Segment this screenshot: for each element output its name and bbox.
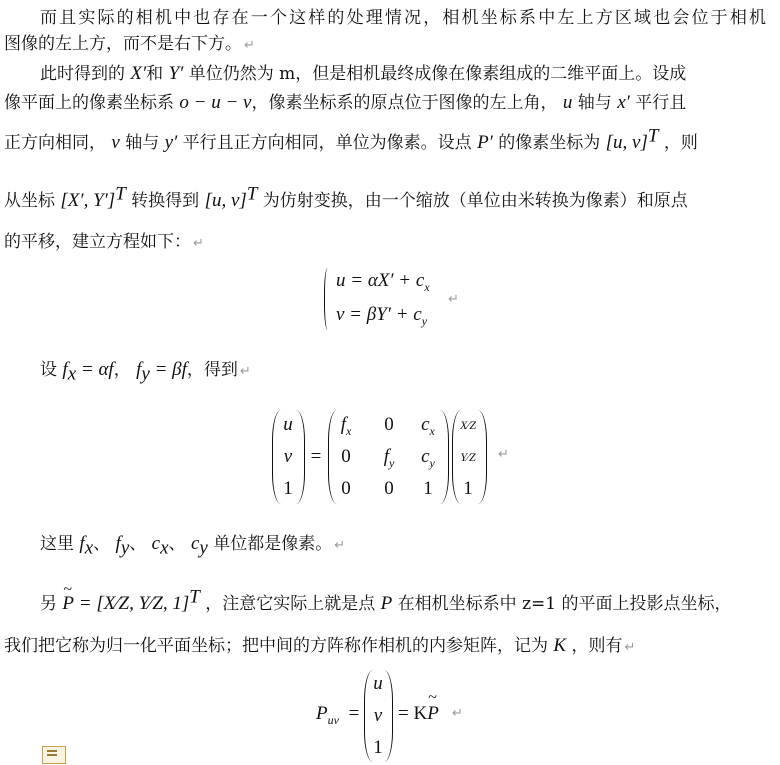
eq1-row1-sub: x: [424, 279, 430, 294]
eq3-rhs-P-tilde: ~ P: [427, 703, 439, 725]
paragraph-mark-icon: ↵: [334, 538, 346, 553]
separator: 、: [129, 534, 147, 554]
text: 此时得到的: [40, 64, 125, 84]
eq1-row2-sub: y: [421, 313, 428, 328]
text: 平行且: [635, 93, 687, 113]
math-y-prime: y′: [164, 132, 178, 153]
math-XY-prime: [X′, Y′]: [60, 190, 116, 211]
math-v: v: [111, 132, 120, 153]
math-uv: [u, v]: [605, 132, 648, 153]
paragraph-mark-icon: ↵: [498, 447, 509, 462]
m22: 1: [423, 478, 433, 499]
m02-text: c: [421, 414, 430, 435]
text: 单位仍然为 m，但是相机最终成像在像素组成的二维平面上。设成: [188, 64, 687, 84]
text: ，则有: [571, 636, 623, 656]
math-normalized-vector: = [X⁄Z, Y⁄Z, 1]: [74, 593, 190, 614]
eq3-rhs-K: = K: [398, 703, 428, 724]
paragraph-mark-icon: ↵: [448, 292, 459, 307]
text: ，得到: [186, 360, 238, 380]
rhs-x-over-z: X⁄Z: [459, 418, 476, 432]
m02-sub: x: [429, 423, 435, 438]
text: 另: [40, 594, 57, 614]
math-X-prime: X′: [130, 63, 147, 84]
text: ，则: [663, 133, 698, 153]
sub-y: y: [141, 363, 150, 385]
text: 我们把它称为归一化平面坐标；把中间的方阵称作相机的内参矩阵，记为: [4, 636, 548, 656]
math-alpha-f: = αf: [76, 359, 114, 380]
para1-line2: [4, 32, 766, 58]
math-P-prime: P′: [477, 132, 493, 153]
math-K: K: [553, 635, 567, 656]
text: 的平移，建立方程如下：: [4, 232, 191, 252]
m00-text: f: [340, 414, 346, 435]
m00-sub: x: [345, 423, 352, 438]
text: 转换得到: [131, 191, 200, 211]
text: ，: [113, 360, 131, 380]
lhs-v: v: [283, 446, 293, 467]
m11: [369, 446, 409, 468]
superscript-T: T: [647, 125, 659, 147]
math-P-tilde: ~ P: [62, 592, 74, 616]
text: 和: [146, 64, 164, 84]
eq3-rhs: [398, 703, 439, 725]
vec-u: u: [373, 673, 383, 694]
m20: 0: [341, 478, 351, 499]
math-f: f: [115, 533, 121, 554]
math-P: P: [380, 593, 393, 614]
m12-sub: y: [429, 455, 435, 470]
m11-text: f: [383, 446, 389, 467]
text: 为仿射变换，由一个缩放（单位由米转换为像素）和原点: [262, 191, 688, 211]
m01: 0: [384, 414, 394, 435]
math-f: f: [136, 359, 142, 380]
para1-line1: [40, 6, 766, 30]
para2-line5: [4, 230, 766, 256]
para1-line1-text: 而且实际的相机中也存在一个这样的处理情况，相机坐标系中左上方区域也会位于相机: [40, 8, 766, 28]
text: 在相机坐标系中 z=1 的平面上投影点坐标，: [397, 594, 732, 614]
superscript-T: T: [115, 183, 126, 205]
equals-sign: =: [348, 703, 360, 724]
rhs-1: 1: [463, 478, 473, 499]
m10: 0: [341, 446, 351, 467]
sub-x: x: [84, 537, 94, 559]
para2-line1: [40, 62, 766, 86]
m11-sub: y: [388, 455, 395, 470]
eq1-row1: [336, 270, 430, 292]
math-f: f: [79, 533, 85, 554]
paragraph-mark-icon: ↵: [244, 38, 255, 53]
m12-text: c: [421, 446, 430, 467]
left-brace: [324, 268, 333, 330]
sub-x: x: [67, 363, 77, 385]
text: 这里: [40, 534, 74, 554]
sub-y: y: [120, 537, 130, 559]
vec-v: v: [373, 705, 383, 726]
text: 设: [40, 360, 57, 380]
para1-line2-text: 图像的左上方，而不是右下方。: [4, 34, 242, 54]
text: 轴与: [125, 133, 160, 153]
para3-line1: [40, 586, 766, 616]
eq3-lhs-sub: uv: [327, 712, 339, 727]
lhs-u: u: [283, 414, 293, 435]
math-beta-f: = βf: [149, 359, 187, 380]
para2-line2: [4, 91, 766, 115]
eq1-row2-text: v = βY′ + c: [336, 304, 422, 325]
m00: [326, 414, 366, 436]
text: ，注意它实际上就是点: [205, 594, 376, 614]
text: 平行且正方向相同，单位为像素。设点: [182, 133, 472, 153]
text: 单位都是像素。: [213, 534, 333, 554]
text: 从坐标: [4, 191, 55, 211]
rhs-y-over-z: Y⁄Z: [460, 450, 476, 464]
math-u: u: [562, 92, 573, 113]
text: 轴与: [577, 93, 612, 113]
lhs-1: 1: [283, 478, 293, 499]
set-line: [40, 358, 766, 384]
para2-line3: [4, 125, 766, 155]
math-uv: [u, v]: [204, 190, 247, 211]
equals-sign: =: [310, 446, 322, 467]
text: 像平面上的像素坐标系: [4, 93, 174, 113]
eq1-row1-text: u = αX′ + c: [336, 270, 425, 291]
math-c: c: [190, 533, 200, 554]
math-f: f: [62, 359, 68, 380]
sub-x: x: [160, 537, 169, 559]
paragraph-mark-icon: ↵: [193, 236, 204, 251]
here-line: [40, 532, 766, 558]
math-o-u-v: o − u − v: [179, 92, 252, 113]
m21: 0: [384, 478, 394, 499]
eq1-row2: [336, 304, 427, 326]
text: ，像素坐标系的原点位于图像的左上角，: [251, 93, 558, 113]
paragraph-mark-icon: ↵: [239, 364, 251, 379]
superscript-T: T: [189, 586, 200, 608]
math-c: c: [151, 533, 161, 554]
para2-line4: [4, 183, 766, 213]
para3-line2: [4, 634, 766, 660]
paragraph-mark-icon: ↵: [624, 640, 636, 655]
paste-options-icon[interactable]: [42, 746, 66, 764]
math-x-prime: x′: [617, 92, 630, 113]
sub-y: y: [199, 537, 208, 559]
math-Y-prime: Y′: [168, 63, 184, 84]
separator: 、: [168, 534, 186, 554]
vec-1: 1: [373, 737, 383, 758]
text: 的像素坐标为: [498, 133, 601, 153]
paragraph-mark-icon: ↵: [452, 706, 463, 721]
eq3-lhs-P: P: [316, 703, 328, 724]
separator: 、: [93, 534, 111, 554]
text: 正方向相同，: [4, 133, 106, 153]
superscript-T: T: [246, 183, 258, 205]
